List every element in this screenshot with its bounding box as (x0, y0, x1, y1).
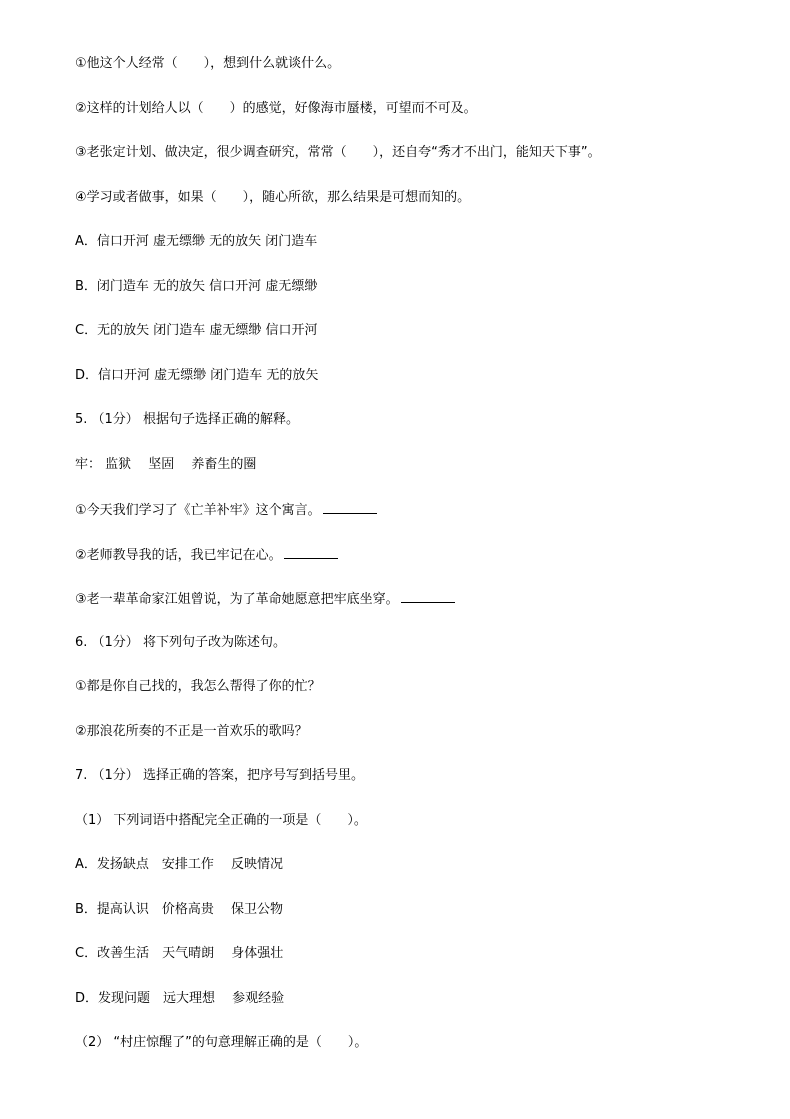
answer-blank[interactable] (401, 590, 455, 603)
q6-item-1: ①都是你自己找的，我怎么帮得了你的忙？ (75, 679, 321, 694)
q6-item-2: ②那浪花所奏的不正是一首欢乐的歌吗？ (75, 724, 308, 739)
answer-blank[interactable] (323, 501, 377, 514)
q7-sub2: （2） “村庄惊醒了”的句意理解正确的是（ ）。 (75, 1035, 368, 1050)
q7-sub1-option-d: D．发现问题 远大理想 参观经验 (75, 991, 285, 1006)
q5-title: 5. （1分） 根据句子选择正确的解释。 (75, 412, 299, 427)
q7-sub1-option-c: C．改善生活 天气晴朗 身体强壮 (75, 946, 284, 961)
q4-option-d: D．信口开河 虚无缥缈 闭门造车 无的放矢 (75, 368, 319, 383)
q5-meanings: 牢： 监狱 坚固 养畜生的圈 (75, 457, 257, 472)
q4-sentence-2: ②这样的计划给人以（ ）的感觉，好像海市蜃楼，可望而不可及。 (75, 101, 477, 116)
q4-sentence-4: ④学习或者做事，如果（ ），随心所欲，那么结果是可想而知的。 (75, 190, 471, 205)
q5-item-3-text: ③老一辈革命家江姐曾说，为了革命她愿意把牢底坐穿。 (75, 592, 399, 607)
q7-sub1-option-a: A．发扬缺点 安排工作 反映情况 (75, 857, 284, 872)
q5-item-1 (75, 501, 377, 519)
q7-sub1-option-b: B．提高认识 价格高贵 保卫公物 (75, 902, 284, 917)
q5-item-3 (75, 590, 455, 608)
q5-item-1-text: ①今天我们学习了《亡羊补牢》这个寓言。 (75, 503, 321, 518)
q4-option-c: C．无的放矢 闭门造车 虚无缥缈 信口开河 (75, 323, 318, 338)
q4-option-a: A．信口开河 虚无缥缈 无的放矢 闭门造车 (75, 234, 318, 249)
answer-blank[interactable] (284, 546, 338, 559)
q5-item-2 (75, 546, 338, 564)
q7-sub1: （1） 下列词语中搭配完全正确的一项是（ ）。 (75, 813, 367, 828)
q7-title: 7. （1分） 选择正确的答案，把序号写到括号里。 (75, 768, 364, 783)
q6-title: 6. （1分） 将下列句子改为陈述句。 (75, 635, 286, 650)
q5-item-2-text: ②老师教导我的话，我已牢记在心。 (75, 548, 282, 563)
q4-option-b: B．闭门造车 无的放矢 信口开河 虚无缥缈 (75, 279, 318, 294)
q4-sentence-3: ③老张定计划、做决定，很少调查研究，常常（ ），还自夸“秀才不出门，能知天下事”。 (75, 145, 601, 160)
q4-sentence-1: ①他这个人经常（ ），想到什么就谈什么。 (75, 56, 341, 71)
